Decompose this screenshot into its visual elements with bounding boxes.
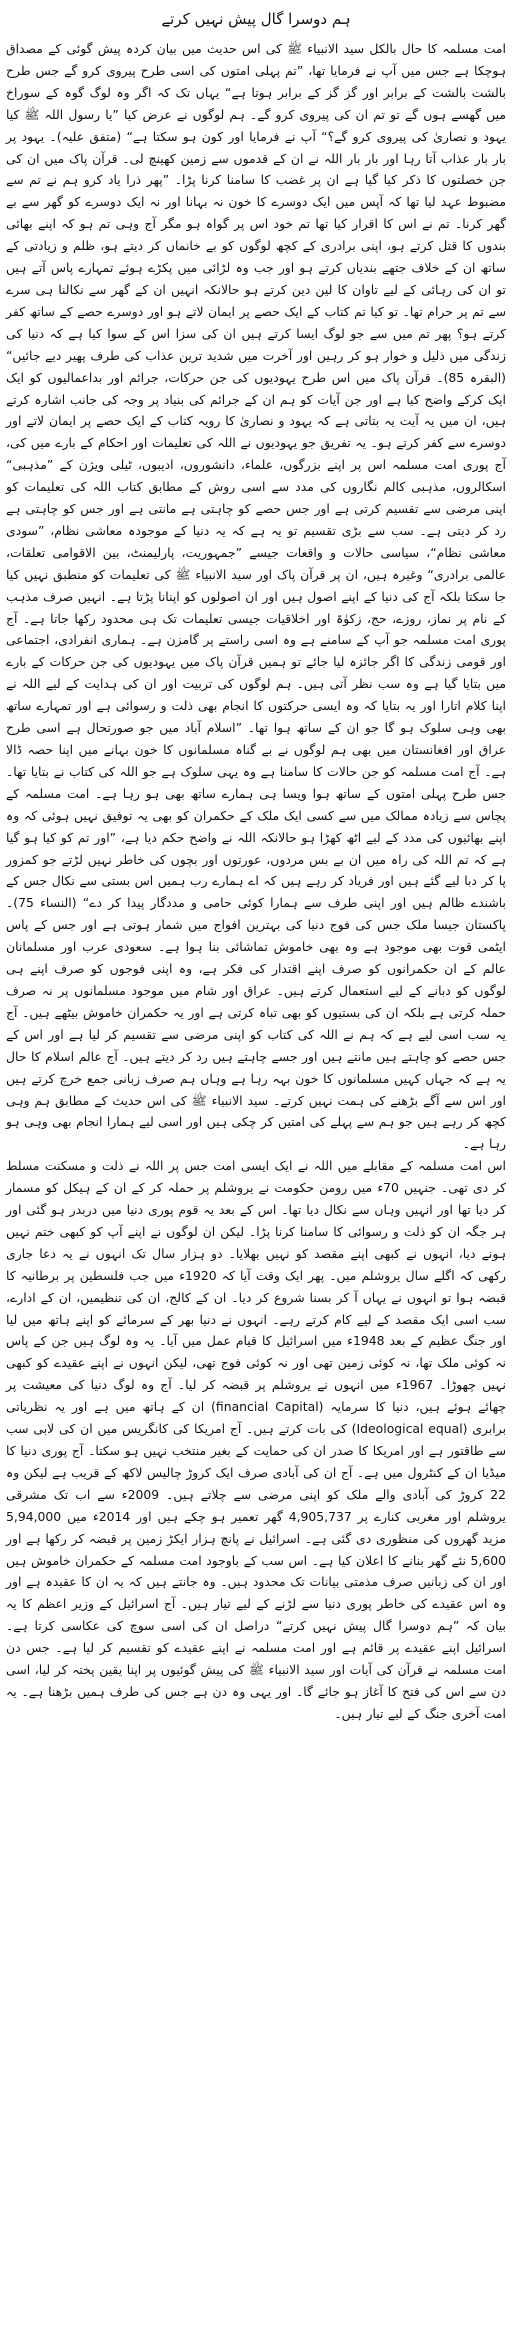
article-title: ہم دوسرا گال پیش نہیں کرتے xyxy=(161,10,351,28)
article-paragraph-2: اس امت مسلمہ کے مقابلے میں اللہ نے ایک ایسی امت جس پر اللہ نے ذلت و مسکنت مسلط کر دی تھی۔ جنہیں 70ء میں رومن حکومت نے یروشلم پر حملہ کر کے ان کے ہیکل کو مسمار کر دیا تھا اور انہیں وہاں سے نکال دیا تھا۔ اس کے بعد یہ قوم پوری دنیا میں دربدر ہو گئی اور ہر جگہ ان کو ذلت و رسوائی کا سامنا کرنا پڑا۔ لیکن ان لوگوں نے اپنے آپ کو کبھی ختم نہیں ہونے دیا، انہوں نے کبھی اپنے مقصد کو نہیں بھلایا۔ دو ہزار سال تک انہوں نے یہ دعا جاری رکھی کہ اگلے سال یروشلم میں۔ پھر ایک وقت آیا کہ 1920ء میں جب فلسطین پر برطانیہ کا قبضہ ہوا تو انہوں نے یہاں آ کر بسنا شروع کر دیا۔ ان کے کالج، ان کی تنظیمیں، ان کے ادارے، سب اسی ایک مقصد کے لیے کام کرتے رہے۔ انہوں نے دنیا بھر کے سرمائے کو اپنے ہاتھ میں لیا اور جنگ عظیم کے بعد 1948ء میں اسرائیل کا قیام عمل میں آیا۔ یہ وہ لوگ ہیں جن کے پاس نہ کوئی ملک تھا، نہ کوئی زمین تھی اور نہ کوئی فوج تھی، لیکن انہوں نے اپنے عقیدے کو کبھی نہیں چھوڑا۔ 1967ء میں انہوں نے یروشلم پر قبضہ کر لیا۔ آج وہ لوگ دنیا کی معیشت پر چھائے ہوئے ہیں، دنیا کا سرمایہ (financial Capital) ان کے ہاتھ میں ہے اور یہ نظریاتی برابری (Ideological equal) کی بات کرتے ہیں۔ آج امریکا کی کانگریس میں ان کی لابی سب سے طاقتور ہے اور امریکا کا صدر ان کی حمایت کے بغیر منتخب نہیں ہو سکتا۔ آج پوری دنیا کا میڈیا ان کے کنٹرول میں ہے۔ آج ان کی آبادی صرف ایک کروڑ چالیس لاکھ کے قریب ہے لیکن وہ 22 کروڑ کی آبادی والے ملک کو اپنی مرضی سے چلاتے ہیں۔ 2009ء سے اب تک مشرقی یروشلم اور مغربی کنارے پر 4,905,737 گھر تعمیر ہو چکے ہیں اور 2014ء میں 5,94,000 مزید گھروں کی منظوری دی گئی ہے۔ اسرائیل نے پانچ ہزار ایکڑ زمین پر قبضہ کر رکھا ہے اور 5,600 نئے گھر بنانے کا اعلان کیا ہے۔ اس سب کے باوجود امت مسلمہ کے حکمران خاموش ہیں اور ان کی زبانیں صرف مذمتی بیانات تک محدود ہیں۔ وہ جانتے ہیں کہ یہ ان کا عقیدہ ہے اور وہ اس عقیدے کی خاطر پوری دنیا سے لڑنے کے لیے تیار ہیں۔ آج اسرائیل کے وزیر اعظم کا یہ بیان کہ ”ہم دوسرا گال پیش نہیں کرتے“ دراصل ان کی اسی سوچ کی عکاسی کرتا ہے۔ اسرائیل اپنے عقیدے پر قائم ہے اور امت مسلمہ نے اپنے عقیدے کو تقسیم کر لیا ہے۔ جس دن امت مسلمہ نے قرآن کی آیات اور سید الانبیاء ﷺ کی پیش گوئیوں پر اپنا یقین پختہ کر لیا، اسی دن سے اس کی فتح کا آغاز ہو جائے گا۔ اور یہی وہ دن ہے جس کی طرف ہمیں بڑھنا ہے۔ یہ امت آخری جنگ کے لیے تیار ہیں۔ xyxy=(6,1158,507,1721)
article-paragraph-1: امت مسلمہ کا حال بالکل سید الانبیاء ﷺ کی اس حدیث میں بیان کردہ پیش گوئی کے مصداق ہوچکا ہے جس میں آپ نے فرمایا تھا، ”تم پہلی امتوں کی اسی طرح پیروی کرو گے جس طرح بالشت بالشت کے برابر اور گز گز کے برابر ہوتا ہے“ یہاں تک کہ اگر وہ لوگ گوہ کے سوراخ میں گھسے ہوں گے تو تم ان کی پیروی کرو گے۔ ہم لوگوں نے عرض کیا ”یا رسول اللہ ﷺ کیا یہود و نصاریٰ کی پیروی کرو گے؟“ آپ نے فرمایا اور کون ہو سکتا ہے“ (متفق علیہ)۔ یہود پر بار بار عذاب آتا رہا اور بار بار اللہ نے ان کے قدموں سے زمین کھینچ لی۔ قرآن پاک میں ان کی جن خصلتوں کا ذکر کیا گیا ہے ان پر غضب کا سامنا کرنا پڑا۔ ”پھر ذرا یاد کرو ہم نے تم سے مضبوط عہد لیا تھا کہ آپس میں ایک دوسرے کا خون نہ بہانا اور نہ ایک دوسرے کو گھر سے بے گھر کرنا۔ تم نے اس کا اقرار کیا تھا تم خود اس پر گواہ ہو مگر آج وہی تم ہو کہ اپنے بھائی بندوں کا قتل کرتے ہو، اپنی برادری کے کچھ لوگوں کو بے خانماں کر دیتے ہو، ظلم و زیادتی کے ساتھ ان کے خلاف جتھے بندیاں کرتے ہو اور جب وہ لڑائی میں پکڑے ہوئے تمہارے پاس آتے ہیں تو ان کی رہائی کے لیے تاوان کا لین دین کرتے ہو حالانکہ انہیں ان کے گھر سے نکالنا ہی سرے سے تم پر حرام تھا۔ تو کیا تم کتاب کے ایک حصے پر ایمان لاتے ہو اور دوسرے حصے کے ساتھ کفر کرتے ہو؟ پھر تم میں سے جو لوگ ایسا کرتے ہیں ان کی سزا اس کے سوا کیا ہے کہ دنیا کی زندگی میں ذلیل و خوار ہو کر رہیں اور آخرت میں شدید ترین عذاب کی طرف پھیر دیے جائیں“ (البقرہ 85)۔ قرآن پاک میں اس طرح یہودیوں کی جن حرکات، جرائم اور بداعمالیوں کو ایک ایک کرکے واضح کیا ہے اور جن آیات کو ہم ان کے جرائم کی بنیاد پر وجہ کی جانب اشارہ کرتے ہیں، ان میں یہ آیت یہ بتاتی ہے کہ یہود و نصاریٰ کا رویہ کتاب کے ایک حصے پر ایمان لاتے اور دوسرے سے کفر کرتے ہو۔ یہ تفریق جو یہودیوں نے اللہ کی تعلیمات اور احکام کے بارے میں کی، آج پوری امت مسلمہ اس پر اپنے بزرگوں، علماء، دانشوروں، ادیبوں، ٹیلی ویژن کے ”مذہبی“ اسکالروں، مذہبی کالم نگاروں کی مدد سے اسی روش کے مطابق کتاب اللہ کی تعلیمات کو اپنی مرضی سے تقسیم کرتی ہے اور جس حصے کو چاہتی ہے مانتی ہے اور جس کو چاہتی ہے رد کر دیتی ہے۔ سب سے بڑی تقسیم تو یہ ہے کہ یہ دنیا کے موجودہ معاشی نظام، ”سودی معاشی نظام“، سیاسی حالات و واقعات جیسے ”جمہوریت، پارلیمنٹ، بین الاقوامی تعلقات، عالمی برادری“ وغیرہ ہیں، ان پر قرآن پاک اور سید الانبیاء ﷺ کی تعلیمات کو منطبق نہیں کیا جا سکتا بلکہ آج کی دنیا کے اپنے اصول ہیں اور ان اصولوں کو اپنانا پڑتا ہے۔ انہیں صرف مذہب کے نام پر نماز، روزے، حج، زکوٰۃ اور اخلاقیات جیسی تعلیمات تک ہی محدود رکھا جاتا ہے۔ آج پوری امت مسلمہ جو آپ کے سامنے ہے وہ اسی راستے پر گامزن ہے۔ ہماری انفرادی، اجتماعی اور قومی زندگی کا اگر جائزہ لیا جائے تو ہمیں قرآن پاک میں یہودیوں کی جن حرکات کے بارے میں بتایا گیا ہے وہ سب نظر آتی ہیں۔ ہم لوگوں کی تربیت اور ان کی ہدایت کے لیے اللہ نے اپنا کلام اتارا اور یہ بتایا کہ وہ ایسی حرکتوں کا انجام بھی ذلت و رسوائی ہے اور تمہارے ساتھ بھی وہی سلوک ہو گا جو ان کے ساتھ ہوا تھا۔ ”اسلام آباد میں جو صورتحال ہے اسی طرح عراق اور افغانستان میں بھی ہم لوگوں نے بے گناہ مسلمانوں کا خون بہانے میں اپنا حصہ ڈالا ہے۔ آج امت مسلمہ کو جن حالات کا سامنا ہے وہ یہی سلوک ہے جو اللہ کی کتاب نے بتایا تھا۔ جس طرح پہلی امتوں کے ساتھ ہوا ویسا ہی ہمارے ساتھ بھی ہو رہا ہے۔ امت مسلمہ کے پچاس سے زیادہ ممالک میں سے کسی ایک ملک کے حکمران کو بھی یہ توفیق نہیں ہوئی کہ وہ اپنے بھائیوں کی مدد کے لیے اٹھ کھڑا ہو حالانکہ اللہ نے واضح حکم دیا ہے، ”اور تم کو کیا ہو گیا ہے کہ تم اللہ کی راہ میں ان بے بس مردوں، عورتوں اور بچوں کی خاطر نہیں لڑتے جو کمزور پا کر دبا لیے گئے ہیں اور فریاد کر رہے ہیں کہ اے ہمارے رب ہمیں اس بستی سے نکال جس کے باشندے ظالم ہیں اور اپنی طرف سے ہمارا کوئی حامی و مددگار پیدا کر دے“ (النساء 75)۔ پاکستان جیسا ملک جس کی فوج دنیا کی بہترین افواج میں شمار ہوتی ہے اور جس کے پاس ایٹمی قوت بھی موجود ہے وہ بھی خاموش تماشائی بنا ہوا ہے۔ سعودی عرب اور مسلمانان عالم کے ان حکمرانوں کو صرف اپنے اقتدار کی فکر ہے، وہ اپنی فوجوں کو صرف اپنے ہی لوگوں کو دبانے کے لیے استعمال کرتے ہیں۔ عراق اور شام میں موجود مسلمانوں پر نہ صرف حملہ کرتی ہے بلکہ ان کی بستیوں کو بھی تباہ کرتی ہے اور یہ حکمران خاموش بیٹھے ہیں۔ آج یہ سب اسی لیے ہے کہ ہم نے اللہ کی کتاب کو اپنی مرضی سے تقسیم کر لیا ہے اور اس کے جس حصے کو چاہتے ہیں مانتے ہیں اور جسے چاہتے ہیں رد کر دیتے ہیں۔ آج عالم اسلام کا حال یہ ہے کہ جہاں کہیں مسلمانوں کا خون بہہ رہا ہے وہاں ہم صرف زبانی جمع خرچ کرتے ہیں اور اس سے آگے بڑھنے کی ہمت نہیں کرتے۔ سید الانبیاء ﷺ کی اس حدیث کے مطابق ہم وہی کچھ کر رہے ہیں جو ہم سے پہلے کی امتیں کر چکی ہیں اور اسی لیے ہمارا انجام بھی وہی ہو رہا ہے۔ xyxy=(6,41,506,1152)
article-body xyxy=(6,38,506,1725)
